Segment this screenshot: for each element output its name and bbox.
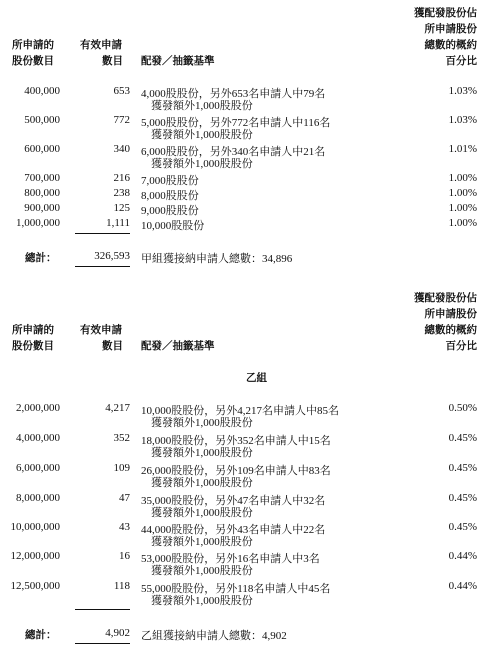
b-col1-line1: 所申請的 — [12, 324, 54, 336]
table-row-basis-cont: 獲發額外1,000股股份 — [151, 507, 253, 519]
total-rule — [75, 643, 130, 644]
table-row-apps: 118 — [113, 580, 130, 592]
table-row-basis-cont: 獲發額外1,000股股份 — [151, 565, 253, 577]
table-row-basis-cont: 獲發額外1,000股股份 — [151, 158, 253, 170]
subtotal-rule — [75, 233, 130, 234]
table-row-pct: 1.01% — [448, 143, 477, 155]
table-row-apps: 16 — [119, 550, 130, 562]
table-row-basis-cont: 獲發額外1,000股股份 — [151, 100, 253, 112]
table-row-basis: 44,000股股份，另外43名申請人中22名 — [141, 524, 326, 536]
table-row-basis: 5,000股股份，另外772名申請人中116名 — [141, 117, 331, 129]
table-row-pct: 1.00% — [448, 217, 477, 229]
table-row-basis: 26,000股股份，另外109名申請人中83名 — [141, 465, 331, 477]
table-row-shares: 900,000 — [24, 202, 60, 214]
total-rule — [75, 266, 130, 267]
table-row-shares: 12,500,000 — [10, 580, 60, 592]
table-row-basis: 7,000股股份 — [141, 175, 199, 187]
table-row-basis: 4,000股股份，另外653名申請人中79名 — [141, 88, 326, 100]
table-row-basis: 18,000股股份，另外352名申請人中15名 — [141, 435, 331, 447]
table-row-pct: 0.50% — [448, 402, 477, 414]
table-row-apps: 1,111 — [106, 217, 130, 229]
table-row-basis: 35,000股股份，另外47名申請人中32名 — [141, 495, 326, 507]
a-col4-line1: 獲配發股份佔 — [414, 7, 477, 19]
table-row-shares: 400,000 — [24, 85, 60, 97]
table-row-shares: 600,000 — [24, 143, 60, 155]
table-row-apps: 109 — [113, 462, 130, 474]
a-col2-line1: 有效申請 — [80, 39, 122, 51]
b-total-value: 4,902 — [105, 627, 130, 639]
table-row-pct: 1.03% — [448, 114, 477, 126]
table-row-pct: 1.00% — [448, 202, 477, 214]
group-b-title: 乙組 — [246, 372, 267, 384]
table-row-basis-cont: 獲發額外1,000股股份 — [151, 536, 253, 548]
b-col3-header: 配發／抽籤基準 — [141, 340, 215, 352]
table-row-basis: 10,000股股份 — [141, 220, 205, 232]
table-row-shares: 10,000,000 — [10, 521, 60, 533]
b-total-note: 乙組獲接納申請人總數：4,902 — [141, 630, 287, 642]
a-col4-line4: 百分比 — [445, 55, 477, 67]
table-row-shares: 6,000,000 — [16, 462, 60, 474]
table-row-pct: 0.45% — [448, 492, 477, 504]
b-col2-line1: 有效申請 — [80, 324, 122, 336]
table-row-shares: 12,000,000 — [10, 550, 60, 562]
b-col4-line2: 所申請股份 — [424, 308, 477, 320]
table-row-shares: 2,000,000 — [16, 402, 60, 414]
table-row-basis: 6,000股股份，另外340名申請人中21名 — [141, 146, 326, 158]
table-row-basis-cont: 獲發額外1,000股股份 — [151, 595, 253, 607]
table-row-apps: 43 — [119, 521, 130, 533]
table-row-apps: 47 — [119, 492, 130, 504]
a-col1-line2: 股份數目 — [12, 55, 54, 67]
table-row-basis: 9,000股股份 — [141, 205, 199, 217]
b-col4-line1: 獲配發股份佔 — [414, 292, 477, 304]
table-row-basis: 53,000股股份，另外16名申請人中3名 — [141, 553, 320, 565]
subtotal-rule — [75, 609, 130, 610]
table-row-shares: 1,000,000 — [16, 217, 60, 229]
table-row-basis: 10,000股股份，另外4,217名申請人中85名 — [141, 405, 339, 417]
b-total-label: 總計： — [25, 629, 57, 641]
b-col2-line2: 數目 — [102, 340, 123, 352]
a-col2-line2: 數目 — [102, 55, 123, 67]
table-row-apps: 653 — [113, 85, 130, 97]
b-col4-line3: 總數的概約 — [424, 324, 477, 336]
a-total-note: 甲組獲接納申請人總數：34,896 — [141, 253, 293, 265]
a-col1-line1: 所申請的 — [12, 39, 54, 51]
table-row-apps: 4,217 — [105, 402, 130, 414]
table-row-pct: 1.00% — [448, 187, 477, 199]
table-row-pct: 0.44% — [448, 580, 477, 592]
table-row-basis: 55,000股股份，另外118名申請人中45名 — [141, 583, 331, 595]
table-row-basis-cont: 獲發額外1,000股股份 — [151, 129, 253, 141]
table-row-basis-cont: 獲發額外1,000股股份 — [151, 417, 253, 429]
table-row-pct: 1.00% — [448, 172, 477, 184]
table-row-pct: 0.45% — [448, 521, 477, 533]
table-row-shares: 700,000 — [24, 172, 60, 184]
table-row-pct: 0.44% — [448, 550, 477, 562]
table-row-basis-cont: 獲發額外1,000股股份 — [151, 447, 253, 459]
table-row-pct: 0.45% — [448, 462, 477, 474]
table-row-shares: 500,000 — [24, 114, 60, 126]
a-col3-header: 配發／抽籤基準 — [141, 55, 215, 67]
a-total-label: 總計： — [25, 252, 57, 264]
table-row-apps: 772 — [113, 114, 130, 126]
table-row-pct: 1.03% — [448, 85, 477, 97]
b-col1-line2: 股份數目 — [12, 340, 54, 352]
table-row-shares: 8,000,000 — [16, 492, 60, 504]
table-row-apps: 238 — [113, 187, 130, 199]
table-row-basis-cont: 獲發額外1,000股股份 — [151, 477, 253, 489]
b-col4-line4: 百分比 — [445, 340, 477, 352]
table-row-apps: 216 — [113, 172, 130, 184]
table-row-apps: 340 — [113, 143, 130, 155]
table-row-shares: 4,000,000 — [16, 432, 60, 444]
table-row-apps: 352 — [113, 432, 130, 444]
a-total-value: 326,593 — [94, 250, 130, 262]
a-col4-line2: 所申請股份 — [424, 23, 477, 35]
table-row-apps: 125 — [113, 202, 130, 214]
table-row-pct: 0.45% — [448, 432, 477, 444]
table-row-shares: 800,000 — [24, 187, 60, 199]
a-col4-line3: 總數的概約 — [424, 39, 477, 51]
table-row-basis: 8,000股股份 — [141, 190, 199, 202]
